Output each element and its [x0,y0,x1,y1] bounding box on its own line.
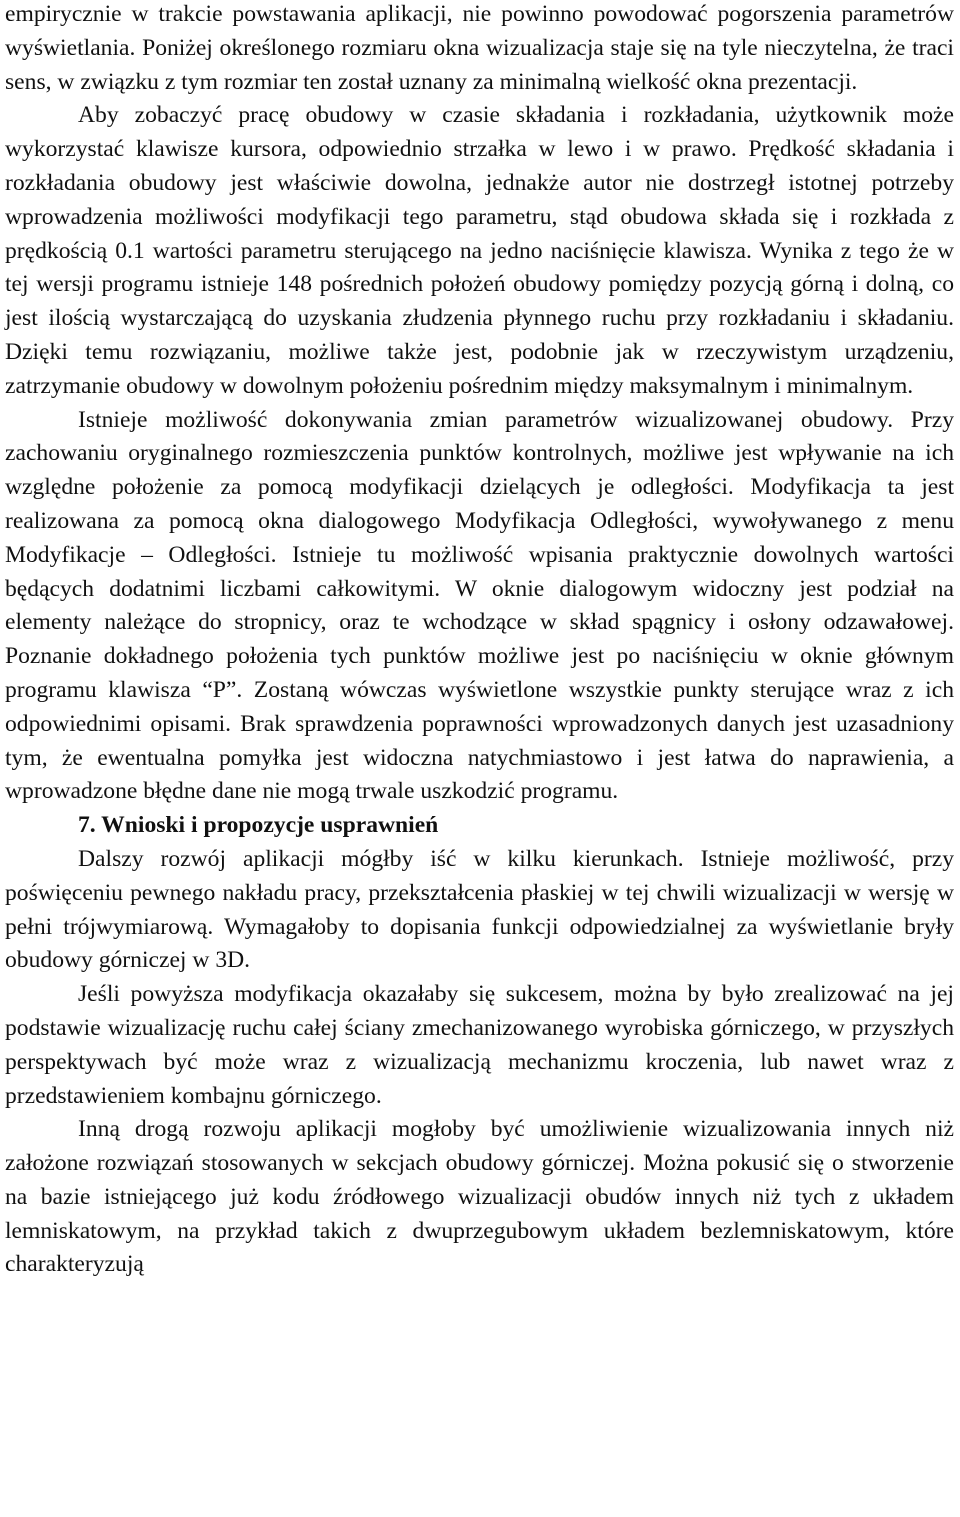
document-body [5,0,954,809]
section-heading: 7. Wnioski i propozycje usprawnień [78,812,439,839]
paragraph-wall-visualization: Jeśli powyższa modyfikacja okazałaby się sukcesem, można by było zrealizować na jej podstawie wizualizację ruchu całej ściany zmechanizowanego wyrobiska górniczego, w przyszłych perspektywach być może wraz z wizualizacją mechanizmu kroczenia, lub nawet wraz z przedstawieniem kombajnu górniczego. [5,981,954,1109]
paragraph-folding-speed: Aby zobaczyć pracę obudowy w czasie składania i rozkładania, użytkownik może wykorzystać klawisze kursora, odpowiednio strzałka w lewo i w prawo. Prędkość składania i rozkładania obudowy jest właściwie dowolna, jednakże autor nie dostrzegł istotnej potrzeby wprowadzenia możliwości modyfikacji tego parametru, stąd obudowa składa się i rozkłada z prędkością 0.1 wartości parametru sterującego na jedno naciśnięcie klawisza. Wynika z tego że w tej wersji programu istnieje 148 pośrednich położeń obudowy pomiędzy pozycją górną i dolną, co jest ilością wystarczającą do uzyskania złudzenia płynnego ruchu przy rozkładaniu i składaniu. Dzięki temu rozwiązaniu, możliwe także jest, podobnie jak w rzeczywistym urządzeniu, zatrzymanie obudowy w dowolnym położeniu pośrednim między maksymalnym i minimalnym. [5,102,954,399]
paragraph-development: Dalszy rozwój aplikacji mógłby iść w kilku kierunkach. Istnieje możliwość, przy poświęceniu pewnego nakładu pracy, przekształcenia płaskiej w tej chwili wizualizacji w wersję w pełni trójwymiarową. Wymagałoby to dopisania funkcji odpowiedzialnej za wyświetlanie bryły obudowy górniczej w 3D. [5,845,954,974]
paragraph-other-supports: Inną drogą rozwoju aplikacji mogłoby być umożliwienie wizualizowania innych niż założone rozwiązań stosowanych w sekcjach obudowy górniczej. Można pokusić się o stworzenie na bazie istniejącego już kodu źródłowego wizualizacji obudów innych niż tych z układem lemniskatowym, na przykład takich z dwuprzegubowym układem bezlemniskatowym, które charakteryzują [5,1116,954,1278]
paragraph-continuation: empirycznie w trakcie powstawania aplikacji, nie powinno powodować pogorszenia parametrów wyświetlania. Poniżej określonego rozmiaru okna wizualizacja staje się na tyle nieczytelna, że traci sens, w związku z tym rozmiar ten został uznany za minimalną wielkość okna prezentacji. [5,1,954,95]
paragraph-parameter-changes: Istnieje możliwość dokonywania zmian parametrów wizualizowanej obudowy. Przy zachowaniu oryginalnego rozmieszczenia punktów kontrolnych, możliwe jest wpływanie na ich względne położenie za pomocą modyfikacji dzielących je odległości. Modyfikacja ta jest realizowana za pomocą okna dialogowego Modyfikacja Odległości, wywoływanego z menu Modyfikacje – Odległości. Istnieje tu możliwość wpisania praktycznie dowolnych wartości będących dodatnimi liczbami całkowitymi. W oknie dialogowym widoczny jest podział na elementy należące do stropnicy, oraz te wchodzące w skład spągnicy i osłony odzawałowej. Poznanie dokładnego położenia tych punktów możliwe jest po naciśnięciu w oknie głównym programu klawisza “P”. Zostaną wówczas wyświetlone wszystkie punkty sterujące wraz z ich odpowiednimi opisami. Brak sprawdzenia poprawności wprowadzonych danych jest uzasadniony tym, że ewentualna pomyłka jest widoczna natychmiastowo i jest łatwa do naprawienia, a wprowadzone błędne dane nie mogą trwale uszkodzić programu. [5,406,954,805]
section-body [5,843,954,1282]
